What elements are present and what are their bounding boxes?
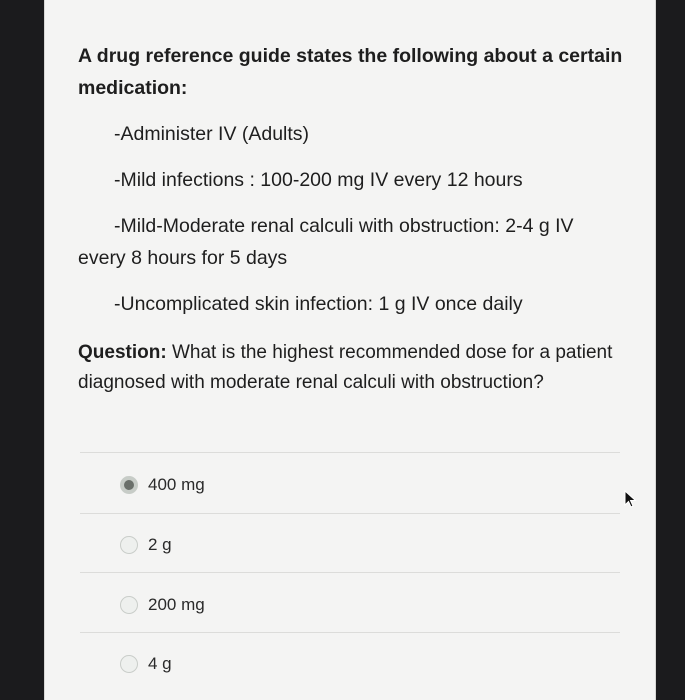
answer-option-4[interactable] bbox=[120, 644, 172, 684]
question-prompt bbox=[78, 338, 623, 398]
detail-line-1: -Administer IV (Adults) bbox=[114, 123, 310, 145]
radio-button[interactable] bbox=[120, 536, 138, 554]
answer-option-label: 400 mg bbox=[148, 475, 205, 494]
radio-button-selected[interactable] bbox=[120, 476, 138, 494]
answer-option-label: 200 mg bbox=[148, 595, 205, 614]
detail-line-3: -Mild-Moderate renal calculi with obstruction: 2-4 g IV every 8 hours for 5 days bbox=[78, 215, 574, 269]
divider bbox=[80, 513, 620, 514]
question-intro: A drug reference guide states the following about a certain medication: bbox=[78, 45, 623, 99]
answer-option-1[interactable] bbox=[120, 465, 205, 505]
question-stem bbox=[78, 40, 623, 398]
answer-option-label: 4 g bbox=[148, 654, 172, 673]
radio-button[interactable] bbox=[120, 596, 138, 614]
mouse-pointer-icon bbox=[624, 490, 638, 508]
detail-line-4: -Uncomplicated skin infection: 1 g IV once daily bbox=[114, 293, 523, 315]
question-label: Question: bbox=[78, 342, 167, 363]
divider bbox=[80, 572, 620, 573]
answer-option-2[interactable] bbox=[120, 525, 172, 565]
answer-option-label: 2 g bbox=[148, 535, 172, 554]
detail-line-2: -Mild infections : 100-200 mg IV every 12 hours bbox=[114, 169, 523, 191]
radio-button[interactable] bbox=[120, 655, 138, 673]
question-text: What is the highest recommended dose for a patient diagnosed with moderate renal calculi with obstruction? bbox=[78, 342, 613, 393]
divider bbox=[80, 452, 620, 453]
answer-option-3[interactable] bbox=[120, 585, 205, 625]
divider bbox=[80, 632, 620, 633]
